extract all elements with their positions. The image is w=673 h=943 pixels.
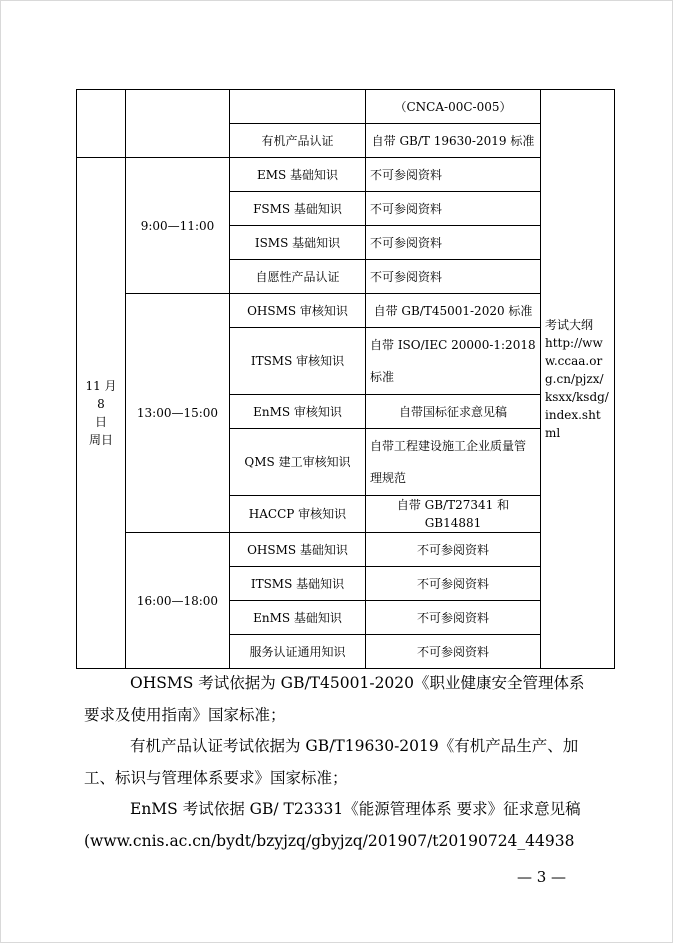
subject-cell: EnMS 基础知识 <box>230 601 366 635</box>
material-cell: 不可参阅资料 <box>366 601 541 635</box>
material-cell: 自带国标征求意见稿 <box>366 395 541 429</box>
session-time-cell: 16:00—18:00 <box>126 533 230 669</box>
table-row <box>77 158 615 192</box>
empty-subject-cell <box>230 90 366 124</box>
material-cell: （CNCA-00C-005） <box>366 90 541 124</box>
subject-cell: FSMS 基础知识 <box>230 192 366 226</box>
exam-schedule-table <box>76 89 615 669</box>
session-time-cell: 13:00—15:00 <box>126 294 230 533</box>
table-row <box>77 533 615 567</box>
date-line-3: 周日 <box>88 433 113 447</box>
subject-cell: ITSMS 基础知识 <box>230 567 366 601</box>
subject-cell: ITSMS 审核知识 <box>230 328 366 395</box>
paragraph-enms: EnMS 考试依据 GB/ T23331《能源管理体系 要求》征求意见稿 (www.cnis.ac.cn/bydt/bzyjzq/gbyjzq/201907/t20190724_44938 <box>84 800 581 850</box>
syllabus-label: 考试大纲 <box>545 318 594 332</box>
subject-cell: OHSMS 基础知识 <box>230 533 366 567</box>
material-cell: 自带 GB/T45001-2020 标准 <box>366 294 541 328</box>
subject-cell: ISMS 基础知识 <box>230 226 366 260</box>
date-line-1: 11 月 8 <box>85 379 117 411</box>
material-cell: 自带 ISO/IEC 20000-1:2018 标准 <box>366 328 541 395</box>
subject-cell: QMS 建工审核知识 <box>230 429 366 496</box>
material-cell: 不可参阅资料 <box>366 567 541 601</box>
material-cell: 不可参阅资料 <box>366 158 541 192</box>
material-cell: 自带 GB/T 19630-2019 标准 <box>366 124 541 158</box>
material-cell: 自带工程建设施工企业质量管理规范 <box>366 429 541 496</box>
table-row <box>77 294 615 328</box>
session-time-cell: 9:00—11:00 <box>126 158 230 294</box>
subject-cell: OHSMS 审核知识 <box>230 294 366 328</box>
table-row <box>77 90 615 124</box>
syllabus-link-cell <box>541 90 615 669</box>
subject-cell: EMS 基础知识 <box>230 158 366 192</box>
subject-cell: 服务认证通用知识 <box>230 635 366 669</box>
material-cell: 不可参阅资料 <box>366 260 541 294</box>
material-cell: 自带 GB/T27341 和 GB14881 <box>366 496 541 533</box>
subject-cell: HACCP 审核知识 <box>230 496 366 533</box>
empty-time-cell <box>126 90 230 158</box>
page-number: — 3 — <box>516 868 567 886</box>
material-cell: 不可参阅资料 <box>366 635 541 669</box>
material-cell: 不可参阅资料 <box>366 192 541 226</box>
date-line-2: 日 <box>94 415 107 429</box>
syllabus-url[interactable]: http://www.ccaa.org.cn/pjzx/ksxx/ksdg/index.shtml <box>545 336 609 440</box>
empty-date-cell <box>77 90 126 158</box>
subject-cell: 有机产品认证 <box>230 124 366 158</box>
paragraph-organic: 有机产品认证考试依据为 GB/T19630-2019《有机产品生产、加工、标识与管理体系要求》国家标准； <box>84 737 579 787</box>
subject-cell: EnMS 审核知识 <box>230 395 366 429</box>
material-cell: 不可参阅资料 <box>366 533 541 567</box>
body-paragraphs <box>84 668 594 857</box>
exam-date-cell <box>77 158 126 669</box>
subject-cell: 自愿性产品认证 <box>230 260 366 294</box>
material-cell: 不可参阅资料 <box>366 226 541 260</box>
paragraph-ohsms: OHSMS 考试依据为 GB/T45001-2020《职业健康安全管理体系 要求及使用指南》国家标准； <box>84 674 585 724</box>
